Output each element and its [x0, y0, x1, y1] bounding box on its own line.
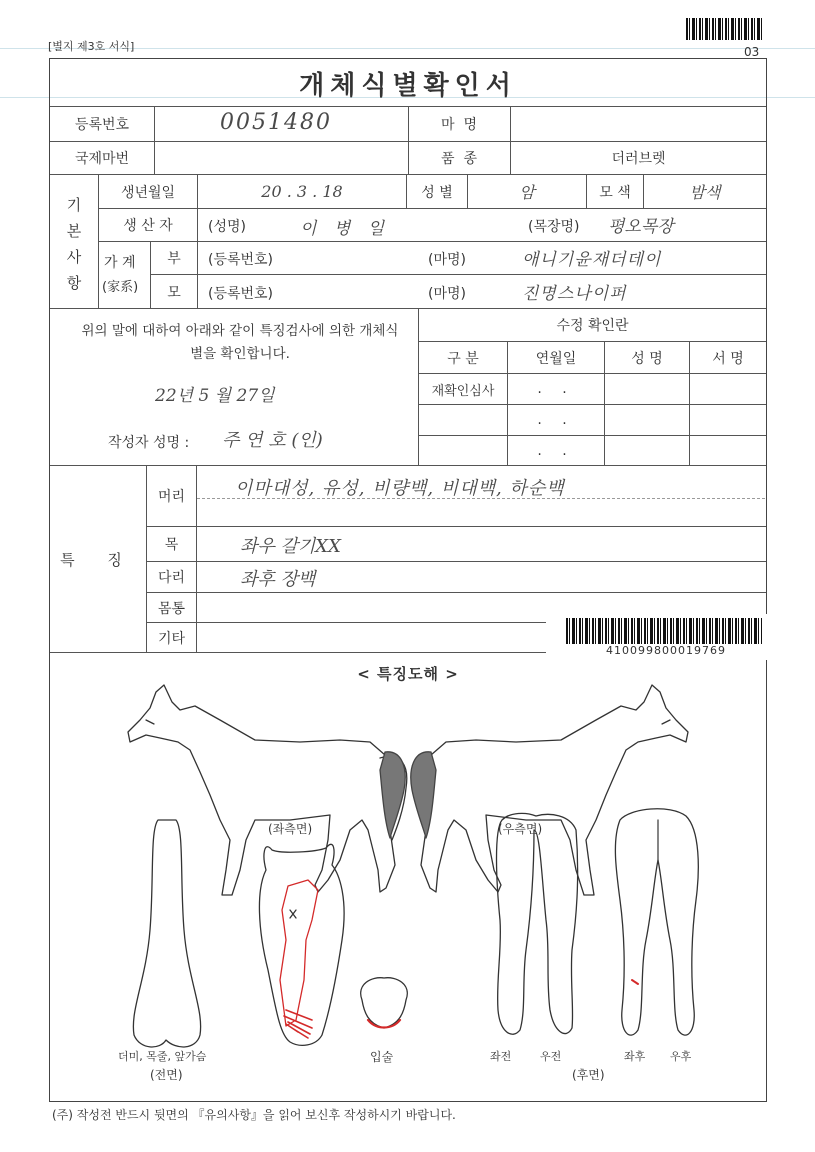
feature-body-label: 몸통: [157, 600, 186, 617]
lip-marking: [368, 1020, 400, 1028]
correction-header-type: 구 분: [447, 350, 479, 367]
correction-title: 수정 확인란: [556, 318, 629, 334]
hind-left-label: 좌후: [624, 1050, 646, 1063]
breed-label: 품 종: [441, 151, 477, 167]
right-tail: [411, 752, 436, 838]
correction-row-type: 재확인심사: [431, 383, 495, 399]
sex-value: 암: [519, 183, 535, 202]
producer-name-label: (성명): [208, 219, 246, 235]
hind-right-label: 우후: [670, 1050, 692, 1063]
right-side-horse-outline: [421, 685, 688, 895]
feature-neck-value: 좌우 갈기XX: [240, 536, 341, 557]
correction-row-date: . .: [537, 442, 575, 459]
front-left-label: 좌전: [490, 1050, 512, 1063]
birth-label: 생년월일: [120, 184, 176, 201]
divider: [98, 241, 766, 242]
confirm-date: 22년 5 월 27일: [155, 386, 275, 406]
correction-row-date: . .: [537, 412, 575, 428]
horse-name-label: 마 명: [441, 117, 477, 133]
correction-row-type: [419, 405, 507, 435]
dam-label: 모: [167, 284, 181, 301]
front-right-label: 우전: [540, 1050, 562, 1063]
birth-value: 20 . 3 . 18: [261, 182, 343, 201]
rear-legs-outline: [615, 809, 698, 1035]
horse-diagram: [50, 680, 766, 1100]
family-label: 가 계: [104, 255, 136, 271]
features-section-label: 특 징: [60, 550, 136, 569]
sire-label: 부: [167, 251, 181, 267]
sire-name-label: (마명): [428, 252, 466, 268]
divider: [604, 342, 605, 465]
front-view-label: (전면): [150, 1068, 183, 1082]
producer-name-value: 이 병 일: [300, 219, 391, 239]
divider: [467, 175, 468, 208]
correction-header-name: 성 명: [631, 350, 663, 367]
front-legs-outline: [497, 813, 578, 1034]
divider: [507, 342, 508, 465]
correction-header-sign: 서 명: [712, 350, 744, 367]
producer-label: 생 산 자: [123, 218, 173, 234]
divider: [406, 175, 407, 208]
confirm-statement: 위의 말에 대하여 아래와 같이 특징검사에 의한 개체식별을 확인합니다.: [81, 323, 399, 362]
feature-leg-value: 좌후 장백: [240, 569, 316, 590]
family-hanja: (家系): [102, 280, 139, 295]
feature-leg-label: 다리: [157, 570, 186, 586]
author-label: 작성자 성명 :: [108, 435, 190, 451]
lip-label: 입술: [370, 1050, 394, 1064]
form-number-label: [별지 제3호 서식]: [48, 40, 135, 53]
divider: [146, 561, 766, 562]
farm-label: (목장명): [528, 219, 580, 235]
left-side-label: (좌측면): [268, 822, 313, 836]
sticker-barcode: [566, 618, 762, 644]
page-number: 03: [744, 45, 760, 59]
divider: [150, 274, 766, 275]
intl-no-label: 국제마번: [74, 151, 130, 167]
color-label: 모 색: [599, 184, 631, 201]
diagram-title: < 특징도해 >: [357, 664, 459, 683]
author-value: 주 연 호 (인): [222, 430, 323, 451]
right-side-label: (우측면): [498, 822, 543, 836]
feature-head-label: 머리: [157, 489, 186, 505]
divider: [510, 107, 511, 174]
hind-leg-marking: [632, 980, 638, 984]
front-neck-outline: [133, 820, 200, 1047]
feature-other-label: 기타: [157, 630, 186, 647]
farm-value: 평오목장: [608, 217, 674, 237]
reg-no-label: 등록번호: [74, 117, 130, 133]
color-value: 밤색: [689, 183, 721, 202]
correction-header-date: 연월일: [535, 350, 577, 367]
top-barcode: [686, 18, 764, 40]
reg-no-value: 0051480: [220, 110, 332, 135]
divider: [146, 526, 766, 527]
document-title: 개체식별확인서: [299, 70, 517, 101]
dam-name-value: 진명스나이퍼: [522, 284, 627, 304]
feature-neck-label: 목: [164, 537, 179, 553]
sire-reg-label: (등록번호): [208, 252, 274, 268]
sire-name-value: 애니기윤재더데이: [522, 250, 662, 270]
divider: [408, 107, 409, 174]
divider: [196, 466, 197, 652]
divider: [689, 342, 690, 465]
divider: [586, 175, 587, 208]
footer-note: (주) 작성전 반드시 뒷면의 『유의사항』을 읽어 보신후 작성하시기 바랍니다.: [52, 1108, 456, 1122]
ruled-line: [197, 498, 765, 499]
left-tail: [380, 752, 405, 838]
sex-label: 성 별: [421, 184, 453, 201]
rear-view-label: (후면): [572, 1068, 605, 1082]
breed-value: 더러브렛: [611, 151, 666, 167]
barcode-number: 410099800019769: [606, 644, 726, 657]
dam-name-label: (마명): [428, 286, 466, 302]
divider: [146, 592, 766, 593]
correction-row-type: [419, 436, 507, 465]
basic-section-label: 기본사항: [66, 196, 82, 292]
left-side-horse-outline: [128, 685, 407, 895]
feature-head-value: 이마대성, 유성, 비량백, 비대백, 하순백: [235, 478, 565, 499]
divider: [154, 107, 155, 174]
divider: [643, 175, 644, 208]
face-marking-blaze: [280, 880, 318, 1026]
dam-reg-label: (등록번호): [208, 286, 274, 302]
neck-caption: 더미, 목줄, 앞가슴: [118, 1050, 207, 1063]
divider: [98, 208, 766, 209]
correction-row-date: . .: [537, 381, 575, 397]
